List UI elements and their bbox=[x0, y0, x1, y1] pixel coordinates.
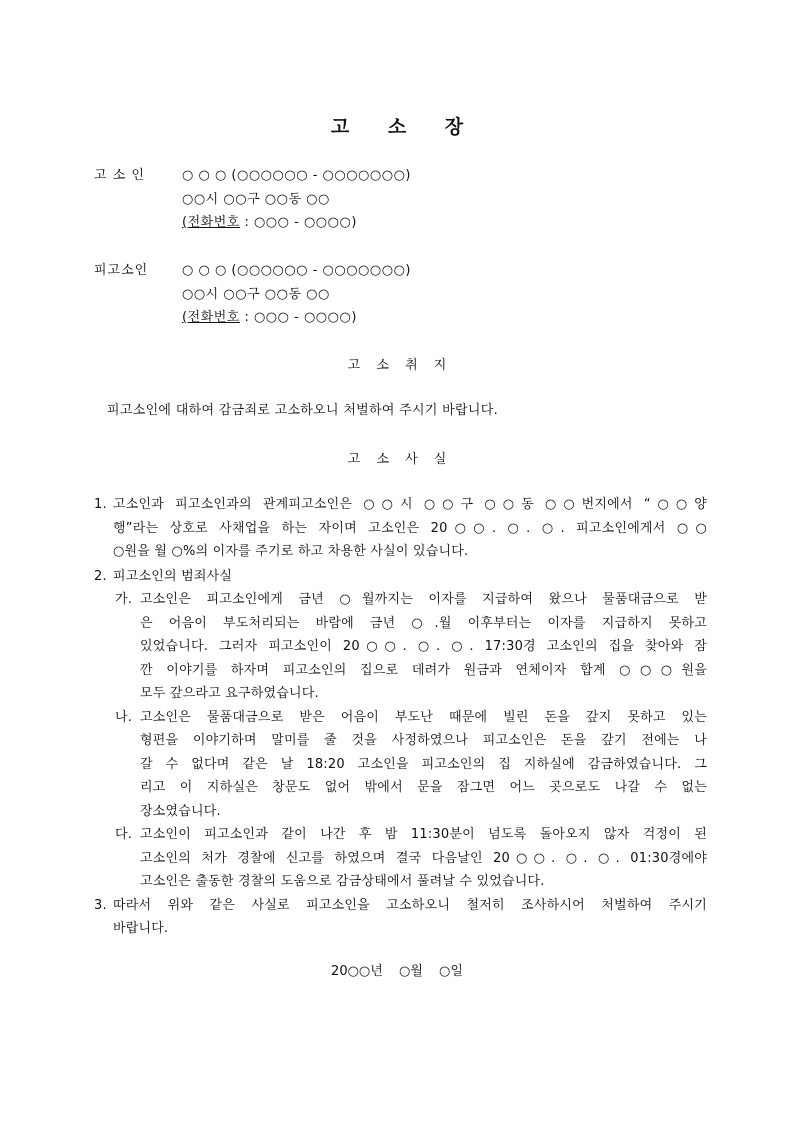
sub-marker: 가. bbox=[115, 592, 133, 607]
complainant-address: ○○시 ○○구 ○○동 ○○ bbox=[182, 192, 330, 207]
sub-line: 고소인이 피고소인과 같이 나간 후 밤 11:30분이 넘도록 돌아오지 않자 걱정이 된 bbox=[140, 827, 707, 842]
item-number: 1. bbox=[94, 497, 107, 512]
purpose-heading bbox=[0, 357, 794, 375]
item1-line: 고소인과 피고소인과의 관계피고소인은 ○○시 ○○구 ○○동 ○○번지에서 “○○양 bbox=[113, 497, 707, 512]
sub-line: 고소인은 물품대금으로 받은 어음이 부도난 때문에 빌린 돈을 갚지 못하고 있는 bbox=[140, 710, 707, 725]
heading-char: 고 bbox=[347, 452, 361, 467]
complainant-name-id: ○ ○ ○ (○○○○○○ - ○○○○○○○) bbox=[182, 168, 411, 183]
title-char: 소 bbox=[387, 116, 407, 138]
document-title bbox=[0, 112, 794, 139]
phone-label: (전화번호 bbox=[182, 310, 240, 325]
heading-char: 고 bbox=[347, 358, 361, 373]
item1-line: ○원을 월 ○%의 이자를 주기로 하고 차용한 사실이 있습니다. bbox=[113, 544, 469, 559]
heading-char: 지 bbox=[433, 358, 447, 373]
item3-line: 바랍니다. bbox=[113, 921, 169, 936]
sub-line: 리고 이 지하실은 창문도 없어 밖에서 문을 잠그면 어느 곳으로도 나갈 수 없는 bbox=[140, 780, 707, 795]
sub-line: 깐 이야기를 하자며 피고소인의 집으로 데려가 원금과 연체이자 합계 ○○○원을 bbox=[140, 663, 707, 678]
sub-line: 고소인의 처가 경찰에 신고를 하였으며 결국 다음날인 20○○. ○. ○. 01:30경에야 bbox=[140, 851, 707, 866]
date-day: ○일 bbox=[439, 964, 463, 979]
sub-line: 고소인은 피고소인에게 금년 ○월까지는 이자를 지급하여 왔으나 물품대금으로 받 bbox=[140, 592, 707, 607]
complainant-label: 고 소 인 bbox=[94, 168, 145, 183]
item3-line: 따라서 위와 같은 사실로 피고소인을 고소하오니 철저히 조사하시어 처벌하여 주시기 bbox=[113, 898, 707, 913]
title-char: 고 bbox=[330, 116, 350, 138]
sub-line: 고소인은 출동한 경찰의 도움으로 감금상태에서 풀려날 수 있었습니다. bbox=[140, 874, 545, 889]
accused-label: 피고소인 bbox=[94, 263, 149, 278]
accused-address: ○○시 ○○구 ○○동 ○○ bbox=[182, 287, 330, 302]
phone-value: : ○○○ - ○○○○) bbox=[239, 310, 357, 325]
phone-value: : ○○○ - ○○○○) bbox=[239, 215, 357, 230]
purpose-text: 피고소인에 대하여 감금죄로 고소하오니 처벌하여 주시기 바랍니다. bbox=[107, 403, 499, 418]
heading-char: 사 bbox=[405, 452, 418, 467]
item1-line: 행”라는 상호로 사채업을 하는 자이며 고소인은 20○○. ○. ○. 피고소인에게서 ○○ bbox=[113, 521, 707, 536]
sub-line: 모두 갚으라고 요구하였습니다. bbox=[140, 686, 319, 701]
item-number: 2. bbox=[94, 569, 107, 584]
item2-heading: 피고소인의 범죄사실 bbox=[113, 569, 233, 584]
sub-line: 장소였습니다. bbox=[140, 804, 221, 819]
heading-char: 실 bbox=[433, 452, 447, 467]
sub-marker: 나. bbox=[115, 710, 133, 725]
document-date bbox=[0, 963, 794, 981]
heading-char: 취 bbox=[405, 358, 418, 373]
sub-line: 은 어음이 부도처리되는 바람에 금년 ○.월 이후부터는 이자를 지급하지 못하고 bbox=[140, 616, 707, 631]
sub-line: 있었습니다. 그러자 피고소인이 20○○. ○. ○. 17:30경 고소인의 집을 찾아와 잠 bbox=[140, 639, 707, 654]
title-char: 장 bbox=[444, 116, 464, 138]
sub-line: 형편을 이야기하며 말미를 줄 것을 사정하였으나 피고소인은 돈을 갚기 전에는 나 bbox=[140, 733, 707, 748]
accused-name-id: ○ ○ ○ (○○○○○○ - ○○○○○○○) bbox=[182, 263, 411, 278]
date-year: 20○○년 bbox=[331, 964, 383, 979]
phone-label: (전화번호 bbox=[182, 215, 240, 230]
item-number: 3. bbox=[94, 898, 107, 913]
sub-line: 갈 수 없다며 같은 날 18:20 고소인을 피고소인의 집 지하실에 감금하였습니다. 그 bbox=[140, 757, 707, 772]
heading-char: 소 bbox=[376, 358, 389, 373]
accused-phone bbox=[182, 309, 357, 327]
facts-heading bbox=[0, 451, 794, 469]
complainant-phone bbox=[182, 214, 357, 232]
heading-char: 소 bbox=[376, 452, 389, 467]
date-month: ○월 bbox=[398, 964, 423, 979]
sub-marker: 다. bbox=[115, 827, 133, 842]
